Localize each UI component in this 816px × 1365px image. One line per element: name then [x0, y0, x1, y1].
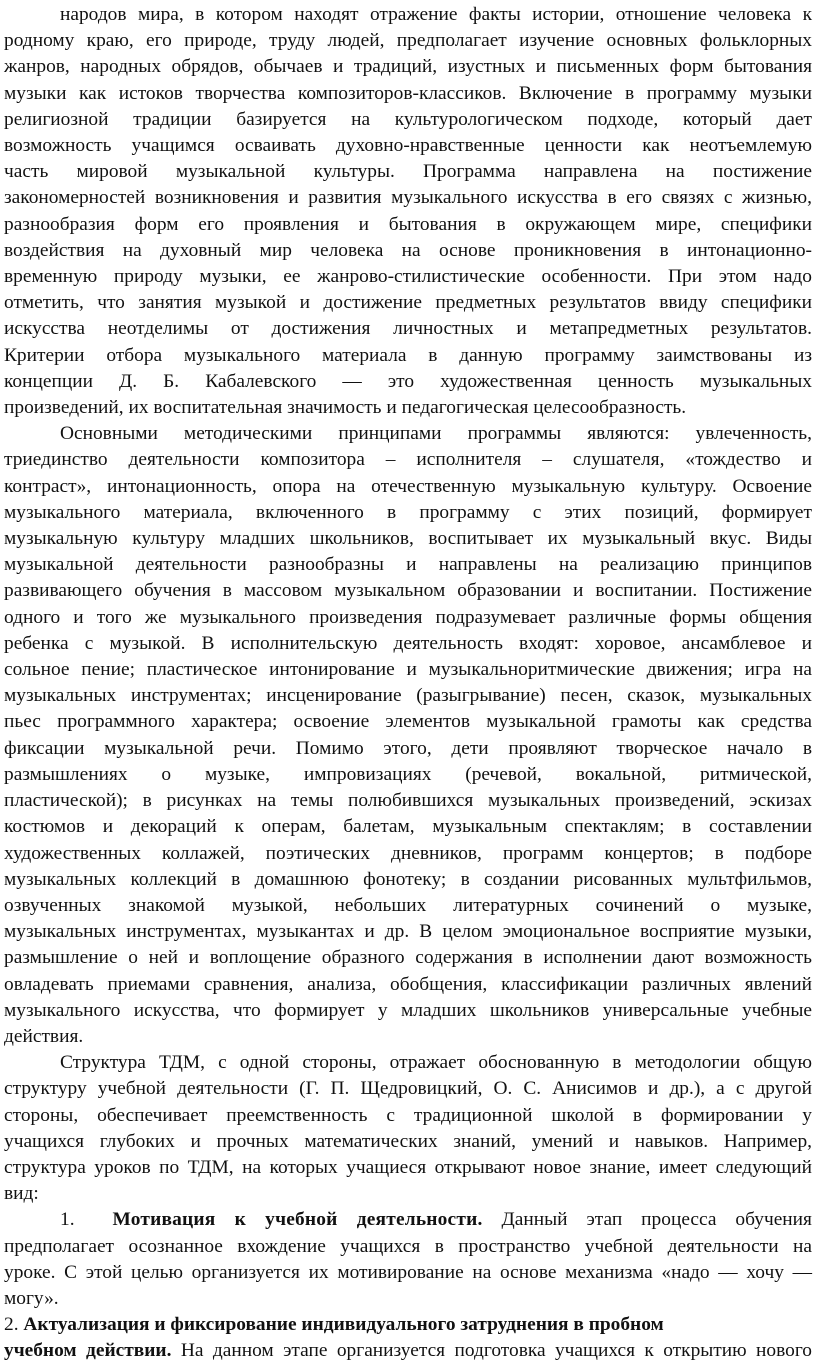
text-line: музыкальных инструментах, музыкантах и др. В целом эмоциональное восприятие музыки, [4, 921, 812, 943]
text-line: озвученных знакомой музыкой, небольших литературных сочинений о музыке, [4, 894, 812, 916]
text-line: структуру учебной деятельности (Г. П. Щедровицкий, О. С. Анисимов и др.), а с другой [4, 1078, 812, 1100]
text-line: музыки как истоков творчества композиторов-классиков. Включение в программу музыки [4, 82, 812, 104]
list-item-title: Мотивация к учебной деятельности. [112, 1209, 483, 1231]
text-line: жанров, народных обрядов, обычаев и традиций, изустных и письменных форм бытования [4, 56, 812, 78]
paragraph-3 [4, 1050, 812, 1207]
text-line: временную природу музыки, ее жанрово-стилистические особенности. При этом надо [4, 266, 812, 288]
list-item-second-line [4, 1338, 812, 1364]
text-line: родному краю, его природе, труду людей, предполагает изучение основных фольклорных [4, 30, 812, 52]
text-line: размышление о ней и воплощение образного содержания в исполнении дают возможность [4, 947, 812, 969]
text-line: искусства неотделимы от достижения личностных и метапредметных результатов. [4, 318, 812, 340]
text-line: овладевать приемами сравнения, анализа, обобщения, классификации различных явлений [4, 973, 812, 995]
text-line: художественных коллажей, поэтических дневников, программ концертов; в подборе [4, 842, 812, 864]
list-item-title: Актуализация и фиксирование индивидуального затруднения в пробном [23, 1314, 664, 1336]
text-line: фиксации музыкальной речи. Помимо этого, дети проявляют творческое начало в [4, 737, 812, 759]
text-line: возможность учащимся осваивать духовно-нравственные ценности как неотъемлемую [4, 135, 812, 157]
document-page [0, 2, 816, 1362]
text-line: музыкальной деятельности разнообразны и направлены на реализацию принципов [4, 554, 812, 576]
text-line: Структура ТДМ, с одной стороны, отражает обоснованную в методологии общую [60, 1052, 812, 1074]
text-line: воздействия на духовный мир человека на основе проникновения в интонационно- [4, 239, 812, 261]
list-item-1 [4, 1207, 812, 1312]
text-line: музыкального искусства, что формирует у младших школьников универсальные учебные [4, 999, 812, 1021]
text-line: пьес программного характера; освоение элементов музыкальной грамоты как средства [4, 711, 812, 733]
text-line: Основными методическими принципами программы являются: увлеченность, [60, 423, 812, 445]
text-line: произведений, их воспитательная значимость и педагогическая целесообразность. [4, 397, 687, 419]
text-line: триединство деятельности композитора – исполнителя – слушателя, «тождество и [4, 449, 812, 471]
text-line: развивающего обучения в массовом музыкальном образовании и воспитании. Постижение [4, 580, 812, 602]
text-line: уроке. С этой целью организуется их мотивирование на основе механизма «надо — хочу — [4, 1261, 812, 1283]
text-line: могу». [4, 1287, 59, 1309]
text-line: музыкальных коллекций в домашнюю фонотеку; в создании рисованных мультфильмов, [4, 868, 812, 890]
list-item-2 [4, 1312, 812, 1364]
list-item-number: 2. [4, 1314, 19, 1336]
text-line: контраст», интонационность, опора на отечественную музыкальную культуру. Освоение [4, 475, 812, 497]
text-line: религиозной традиции базируется на культурологическом подходе, который дает [4, 108, 812, 130]
text-line: пластической); в рисунках на темы полюбившихся музыкальных произведений, эскизах [4, 790, 812, 812]
text-line: музыкального материала, включенного в программу с этих позиций, формирует [4, 501, 812, 523]
text-line: закономерностей возникновения и развития музыкального искусства в его связях с жизнью, [4, 187, 812, 209]
text-line: размышлениях о музыке, импровизациях (речевой, вокальной, ритмической, [4, 763, 812, 785]
text-line: народов мира, в котором находят отражение факты истории, отношение человека к [60, 4, 812, 25]
text-line: учащихся глубоких и прочных математических знаний, умений и навыков. Например, [4, 1130, 812, 1152]
text-line: вид: [4, 1183, 39, 1205]
text-line: одного и того же музыкального произведения подразумевает различные формы общения [4, 606, 812, 628]
text-line: стороны, обеспечивает преемственность с традиционной школой в формировании у [4, 1104, 812, 1126]
paragraph-2 [4, 421, 812, 1050]
text-line: Критерии отбора музыкального материала в данную программу заимствованы из [4, 344, 812, 366]
paragraph-1 [4, 2, 812, 421]
list-item-text: На данном этапе организуется подготовка учащихся к открытию нового [180, 1340, 812, 1362]
text-line: предполагает осознанное вхождение учащихся в пространство учебной деятельности на [4, 1235, 812, 1257]
text-line: ребенка с музыкой. В исполнительскую деятельность входят: хоровое, ансамблевое и [4, 632, 812, 654]
text-line: сольное пение; пластическое интонирование и музыкальноритмические движения; игра на [4, 659, 812, 681]
list-item-title-cont: учебном действии. [4, 1340, 172, 1362]
text-line: отметить, что занятия музыкой и достижение предметных результатов ввиду специфики [4, 292, 812, 314]
text-line: музыкальных инструментах; инсценирование (разыгрывание) песен, сказок, музыкальных [4, 685, 812, 707]
list-item-first-line [4, 1207, 812, 1233]
text-line: разнообразия форм его проявления и бытования в окружающем мире, специфики [4, 213, 812, 235]
text-line: концепции Д. Б. Кабалевского — это художественная ценность музыкальных [4, 370, 812, 392]
list-item-text: Данный этап процесса обучения [501, 1209, 812, 1231]
text-line: костюмов и декораций к операм, балетам, музыкальным спектаклям; в составлении [4, 816, 812, 838]
text-line: структура уроков по ТДМ, на которых учащиеся открывают новое знание, имеет следующий [4, 1156, 812, 1178]
text-line: часть мировой музыкальной культуры. Программа направлена на постижение [4, 161, 812, 183]
text-line: музыкальную культуру младших школьников, воспитывает их музыкальный вкус. Виды [4, 528, 812, 550]
list-item-first-line [4, 1312, 812, 1338]
list-item-number: 1. [60, 1209, 75, 1231]
text-line: действия. [4, 1025, 84, 1047]
